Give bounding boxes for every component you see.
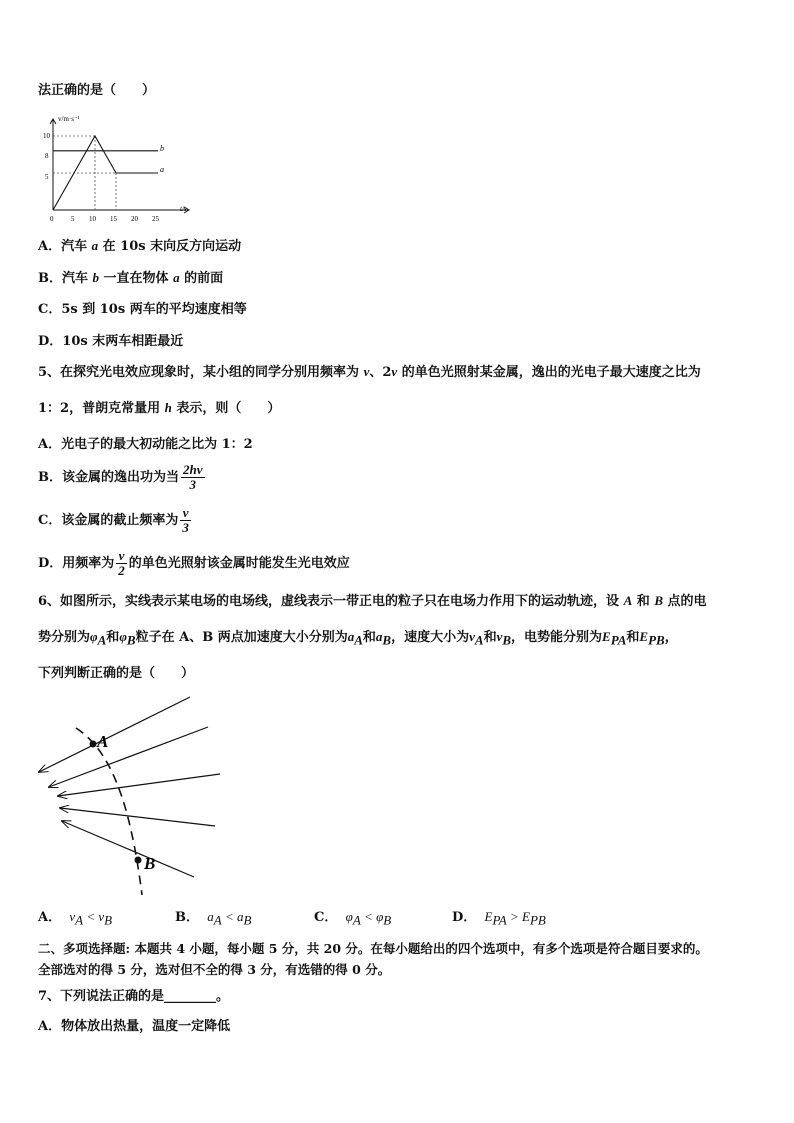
field-line-5: [62, 821, 194, 877]
vt-x-tick-25: 25: [152, 215, 159, 223]
q4-option-b: B．汽车 b 一直在物体 a 的前面: [38, 270, 224, 286]
vt-line-b-label: b: [160, 144, 164, 153]
vt-x-tick-5: 5: [71, 215, 75, 223]
vt-line-a-label: a: [160, 165, 164, 174]
q4-option-a: A．汽车 a 在 10s 末向反方向运动: [38, 238, 242, 254]
field-line-1: [39, 697, 190, 772]
electric-field-figure: [30, 690, 230, 900]
q5-stem-line2: 1：2，普朗克常量用 h 表示，则（ ）: [38, 400, 281, 416]
q6-stem-line3: 下列判断正确的是（ ）: [38, 666, 195, 681]
section2-heading-line2: 全部选对的得 5 分，选对但不全的得 3 分，有选错的得 0 分。: [38, 962, 391, 977]
q7-stem: 7、下列说法正确的是________。: [38, 989, 230, 1004]
point-b-label: B: [144, 854, 156, 873]
field-line-3: [58, 774, 220, 796]
q7-option-a: A．物体放出热量，温度一定降低: [38, 1019, 231, 1034]
point-a-dot: [90, 741, 97, 748]
section2-heading-line1: 二、多项选择题: 本题共 4 小题，每小题 5 分，共 20 分。在每小题给出的四个选项中，有多个选项是符合题目要求的。: [38, 941, 708, 956]
field-line-4: [60, 808, 215, 826]
vt-x-tick-15: 15: [110, 215, 117, 223]
vt-x-tick-10: 10: [89, 215, 96, 223]
q4-stem-tail: 法正确的是（ ）: [38, 83, 156, 98]
vt-y-tick-10: 10: [43, 132, 50, 140]
vt-y-axis-label: v/m·s⁻¹: [58, 115, 80, 123]
vt-y-tick-8: 8: [45, 152, 49, 160]
q5-option-a: A．光电子的最大初动能之比为 1：2: [38, 437, 253, 452]
q5-option-c: C．该金属的截止频率为 $\frac{\nu}{3}$: [38, 505, 189, 535]
field-line-2: [49, 727, 208, 787]
q6-option-a: A． $v_A < v_B$: [38, 909, 113, 928]
q6-option-d: D． $E_{PA} > E_{PB}$: [452, 909, 546, 928]
q5-option-b-fraction: $\frac{2h\nu}{3}$: [183, 462, 203, 492]
vt-x-axis-label: t/s: [180, 205, 187, 213]
q6-stem-line1: 6、如图所示，实线表示某电场的电场线，虚线表示一带正电的粒子只在电场力作用下的运动轨迹，设 A 和 B 点的电: [38, 593, 707, 609]
q5-option-d: D．用频率为 $\frac{\nu}{2}$ 的单色光照射该金属时能发生光电效应: [38, 548, 350, 578]
point-b-dot: [135, 857, 142, 864]
vt-x-tick-20: 20: [131, 215, 138, 223]
q4-option-c: C．5s 到 10s 两车的平均速度相等: [38, 302, 247, 317]
q5-option-b: B．该金属的逸出功为当 $\frac{2h\nu}{3}$: [38, 462, 203, 492]
q5-stem-line1: 5、在探究光电效应现象时，某小组的同学分别用频率为 ν、2ν 的单色光照射某金属，逸出的光电子最大速度之比为: [38, 364, 701, 380]
q6-option-b: B． $a_A < a_B$: [175, 909, 252, 928]
q6-stem-line2: 势分别为$\varphi_A$和$\varphi_B$粒子在 A、B 两点加速度大小分别为$a_A$和$a_B$，速度大小为$v_A$和$v_B$，电势能分别为$E_{PA}$和$E_{PB}$，: [38, 629, 678, 648]
q6-option-c: C． $\varphi_A < \varphi_B$: [314, 909, 392, 928]
q5-option-d-fraction: $\frac{\nu}{2}$: [118, 548, 125, 578]
q5-option-c-fraction: $\frac{\nu}{3}$: [182, 505, 189, 535]
vt-y-tick-5: 5: [45, 173, 49, 181]
vt-graph: [30, 112, 200, 230]
q4-option-d: D．10s 末两车相距最近: [38, 334, 184, 349]
point-a-label: A: [97, 732, 109, 751]
vt-x-tick-0: 0: [50, 215, 54, 223]
